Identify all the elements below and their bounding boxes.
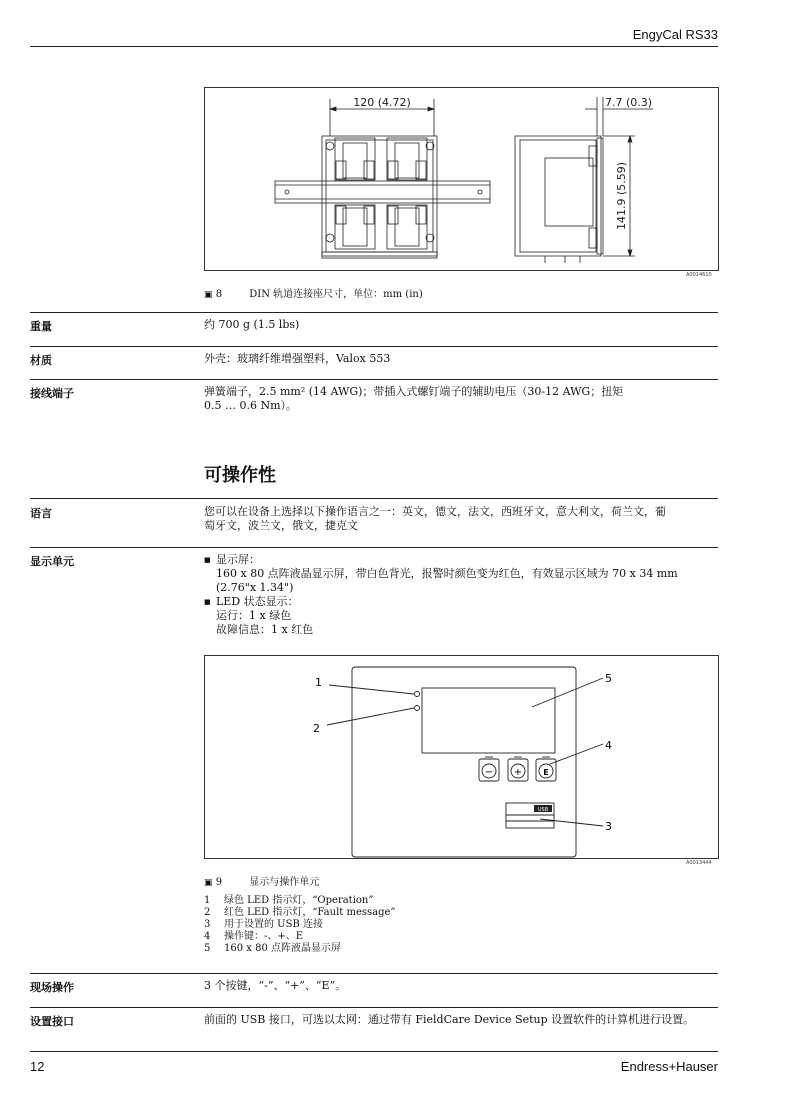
row-value-setup: 前面的 USB 接口，可选以太网：通过带有 FieldCare Device Setup 设置软件的计算机进行设置。 <box>204 1013 695 1026</box>
divider <box>30 346 718 347</box>
dim-depth-label: 7.7 (0.3) <box>605 96 653 109</box>
legend-number: 3 <box>204 919 211 930</box>
row-label-local-op: 现场操作 <box>30 981 74 994</box>
legend-text: 绿色 LED 指示灯，“Operation” <box>224 895 374 906</box>
legend-item <box>204 931 396 943</box>
row-label-material: 材质 <box>30 354 52 367</box>
legend-number: 5 <box>204 943 211 954</box>
legend-item <box>204 943 396 955</box>
figure-din-dimensions <box>204 87 719 271</box>
row-label-display: 显示单元 <box>30 555 74 568</box>
usb-label: USB <box>537 807 549 813</box>
row-label-terminals: 接线端子 <box>30 387 74 400</box>
language-line1: 您可以在设备上选择以下操作语言之一：英文，德文，法文，西班牙文，意大利文，荷兰文，葡 <box>204 505 666 518</box>
row-value-terminals <box>204 385 714 413</box>
row-value-local-op: 3 个按键，“-”、“+”、“E”。 <box>204 979 347 992</box>
terminals-line1: 弹簧端子，2.5 mm² (14 AWG)；带插入式螺钉端子的辅助电压（30-12 AWG；扭矩 <box>204 385 624 398</box>
figure9-caption-text: 显示与操作单元 <box>249 877 320 888</box>
callout-1: 1 <box>315 676 322 689</box>
led-status-line2: 故障信息：1 x 红色 <box>216 623 314 636</box>
display-screen-title: ■ 显示屏： <box>216 553 260 566</box>
divider <box>30 498 718 499</box>
figure9-ref-id: A0013444 <box>686 860 712 866</box>
led-status-line1: 运行：1 x 绿色 <box>216 609 292 622</box>
divider <box>30 312 718 313</box>
row-label-language: 语言 <box>30 507 52 520</box>
figure-icon: ▣ <box>204 878 213 888</box>
row-value-material: 外壳：玻璃纤维增强塑料，Valox 553 <box>204 352 391 365</box>
legend-item <box>204 895 396 907</box>
bullet-item <box>204 595 716 637</box>
bullet-item <box>204 553 716 595</box>
row-value-weight: 约 700 g (1.5 lbs) <box>204 318 300 331</box>
legend-text: 操作键：-、+、E <box>224 931 304 942</box>
language-line2: 萄牙文，波兰文，俄文，捷克文 <box>204 519 358 532</box>
legend-number: 2 <box>204 907 211 918</box>
display-bullets <box>204 553 716 637</box>
footer-rule <box>30 1051 718 1052</box>
display-screen-line1: 160 x 80 点阵液晶显示屏，带白色背光，报警时颜色变为红色，有效显示区域为 70 x 34 mm <box>216 567 678 580</box>
key-plus: + <box>513 767 523 778</box>
led-status-title: ■ LED 状态显示： <box>216 595 299 608</box>
dim-height-label: 141.9 (5.59) <box>615 161 628 231</box>
callout-4: 4 <box>605 739 612 752</box>
row-label-weight: 重量 <box>30 320 52 333</box>
figure9-number: 9 <box>215 877 223 888</box>
callout-3: 3 <box>605 820 612 833</box>
figure-display-unit <box>204 655 719 859</box>
legend-text: 160 x 80 点阵液晶显示屏 <box>224 943 341 954</box>
figure8-ref-id: A0014610 <box>686 272 712 278</box>
footer-brand: Endress+Hauser <box>620 1059 718 1074</box>
page-number: 12 <box>30 1059 45 1074</box>
din-rail-drawing <box>205 88 718 270</box>
divider <box>30 547 718 548</box>
figure9-caption <box>204 873 319 888</box>
legend-text: 红色 LED 指示灯，“Fault message” <box>224 907 396 918</box>
divider <box>30 973 718 974</box>
figure8-number: 8 <box>215 289 223 300</box>
row-label-setup: 设置接口 <box>30 1015 74 1028</box>
section-heading: 可操作性 <box>204 465 276 486</box>
legend-item <box>204 907 396 919</box>
figure8-caption <box>204 285 423 300</box>
figure-icon: ▣ <box>204 290 213 300</box>
legend-text: 用于设置的 USB 连接 <box>224 919 323 930</box>
header-title: EngyCal RS33 <box>632 27 718 42</box>
display-unit-drawing <box>205 656 718 858</box>
figure9-legend <box>204 895 396 955</box>
legend-item <box>204 919 396 931</box>
row-value-display <box>204 553 716 637</box>
divider <box>30 379 718 380</box>
row-value-language <box>204 505 716 533</box>
header-rule <box>30 46 718 47</box>
callout-5: 5 <box>605 672 612 685</box>
terminals-line2: 0.5 … 0.6 Nm）。 <box>204 399 298 412</box>
dim-width-label: 120 (4.72) <box>353 96 411 109</box>
legend-number: 1 <box>204 895 211 906</box>
display-screen-line2: (2.76"x 1.34") <box>216 581 294 594</box>
divider <box>30 1007 718 1008</box>
key-minus: − <box>484 767 494 778</box>
legend-number: 4 <box>204 931 211 942</box>
callout-2: 2 <box>313 722 320 735</box>
key-e: E <box>543 768 549 777</box>
figure8-caption-text: DIN 轨道连接座尺寸，单位：mm (in) <box>249 289 423 300</box>
